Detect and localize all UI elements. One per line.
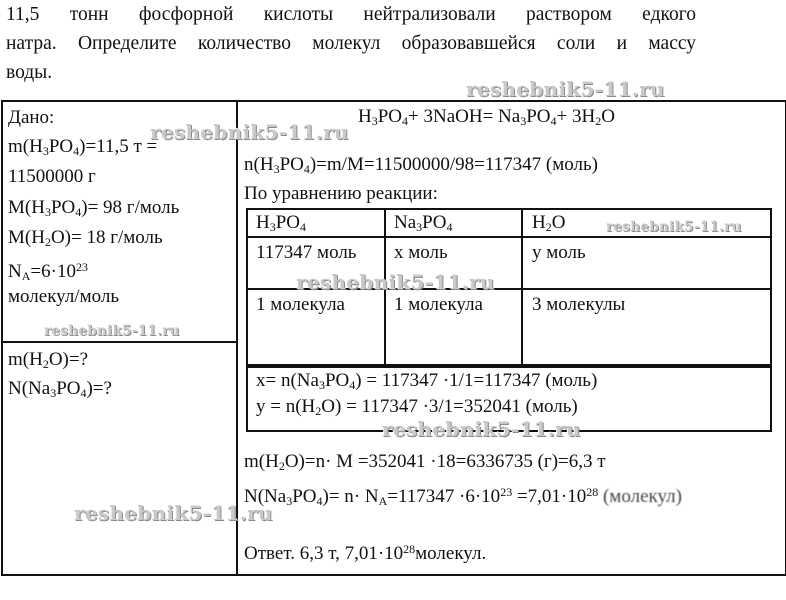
given-mass-grams: 11500000 г [8,166,96,187]
watermark: reshebnik5-11.ru [296,270,495,294]
problem-line-1: 11,5 тонн фосфорной кислоты нейтрализовали раствором едкого [6,4,696,25]
header-h3po4: $H_3PO_4$ [256,212,307,234]
problem-line-3: воды. [6,62,53,83]
watermark: reshebnik5-11.ru [606,219,742,235]
cell-moles-h3po4: 117347 моль [256,242,357,263]
moles-h3po4: $n(H_3PO_4)=m/M=11500000/98=117347$ (моль) [244,154,598,176]
count-na3po4-calculation: $N(Na_3PO_4)= n\cdot N_A=117347 \cdot 6\cdot 10^{23} =7,01\cdot 10^{28}$ (молекул) [244,485,682,508]
header-na3po4: $Na_3PO_4$ [394,212,453,234]
problem-text [6,0,696,87]
y-calculation: $y = n(H_2O) = 117347 \cdot 3/1=352041$ (моль) [256,396,578,418]
given-molar-mass-h2o: $M(H_2O)= 18$ г/моль [8,227,163,249]
given-find-divider [1,341,238,343]
given-avogadro: $N_A=6\cdot 10^{23}$ [8,260,88,283]
proportion-col-divider-2 [521,208,523,366]
cell-ratio-na3po4: 1 молекула [394,294,483,315]
find-count-na3po4: $N(Na_3PO_4)=$? [8,378,112,400]
header-h2o: $H_2O$ [532,212,566,234]
watermark: reshebnik5-11.ru [74,501,273,525]
find-mass-h2o: $m(H_2O)=$? [8,349,89,371]
proportion-header-divider [246,236,770,238]
cell-ratio-h2o: 3 молекулы [532,294,626,315]
given-molar-mass-h3po4: $M(H_3PO_4)= 98$ г/моль [8,197,180,219]
x-calculation: $x= n(Na_3PO_4) = 117347 \cdot 1/1=117347$ (моль) [256,370,598,392]
given-mass-h3po4: $m(H_3PO_4)=11,5$ т = [8,136,158,158]
watermark: reshebnik5-11.ru [466,77,665,101]
given-avogadro-unit: молекул/моль [8,286,119,307]
given-label: Дано: [8,107,55,128]
cell-ratio-h3po4: 1 молекула [256,294,345,315]
answer: Ответ. 6,3 т, $7,01\cdot 10^{28}молекул$. [244,542,487,564]
by-equation-label: По уравнению реакции: [244,183,438,204]
reaction-equation: $H_3PO_4+$ 3NaOH= $Na_3PO_4+ 3H_2O$ [358,106,615,128]
problem-line-2: натра. Определите количество молекул образовавшейся соли и массу [6,33,696,54]
watermark: reshebnik5-11.ru [382,417,581,441]
watermark: reshebnik5-11.ru [150,120,349,144]
cell-moles-h2o: y моль [532,242,586,263]
watermark: reshebnik5-11.ru [44,323,180,339]
cell-moles-na3po4: x моль [394,242,448,263]
mass-h2o-calculation: $m(H_2O)=n\cdot M =352041 \cdot 18=6336735$ (г)=6,3 т [244,451,606,473]
